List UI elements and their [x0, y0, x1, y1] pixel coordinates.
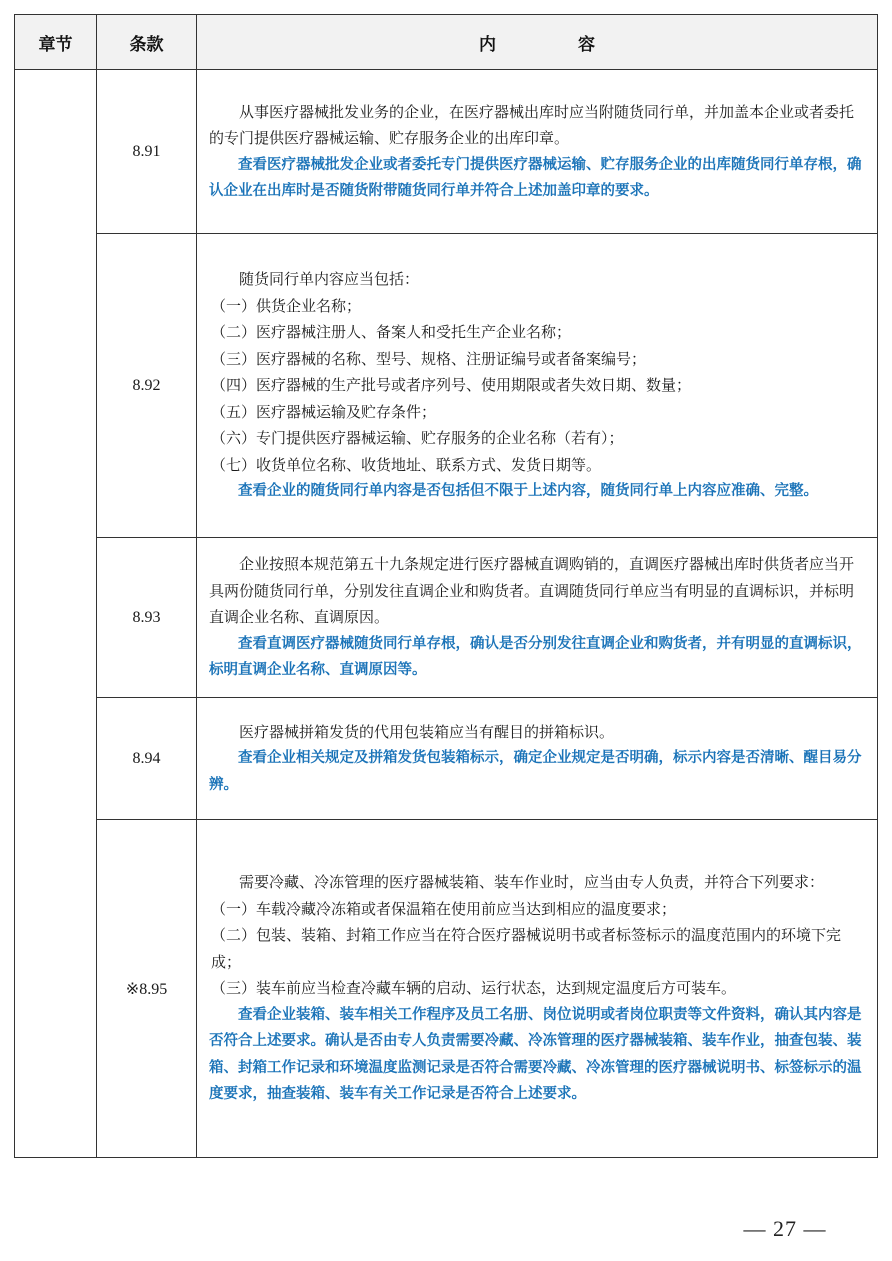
inspection-note: 查看直调医疗器械随货同行单存根，确认是否分别发往直调企业和购货者，并有明显的直调标识，标明直调企业名称、直调原因等。 [209, 635, 862, 679]
table-row [15, 820, 878, 1158]
clause-number: ※8.95 [97, 820, 197, 1158]
requirement-item: （六）专门提供医疗器械运输、贮存服务的企业名称（若有）； [211, 429, 624, 448]
table-row [15, 538, 878, 698]
clause-number: 8.92 [97, 234, 197, 538]
requirement-item: （四）医疗器械的生产批号或者序列号、使用期限或者失效日期、数量； [211, 376, 692, 395]
content-cell [197, 698, 878, 820]
clause-number: 8.94 [97, 698, 197, 820]
requirement-item: （二）包装、装箱、封箱工作应当在符合医疗器械说明书或者标签标示的温度范围内的环境下完成； [211, 926, 842, 971]
requirement-item: （三）医疗器械的名称、型号、规格、注册证编号或者备案编号； [211, 349, 647, 368]
requirement-paragraph: 医疗器械拼箱发货的代用包装箱应当有醒目的拼箱标识。 [239, 722, 615, 741]
table-row [15, 234, 878, 538]
table-row [15, 698, 878, 820]
header-content-label: 内 容 [479, 34, 633, 55]
requirement-item: （一）供货企业名称； [211, 296, 362, 315]
regulation-table [14, 14, 878, 1158]
content-cell [197, 234, 878, 538]
requirement-item: （五）医疗器械运输及贮存条件； [211, 402, 437, 421]
inspection-note: 查看企业相关规定及拼箱发货包装箱标示，确定企业规定是否明确，标示内容是否清晰、醒目易分辨。 [209, 750, 862, 793]
requirement-item: （七）收货单位名称、收货地址、联系方式、发货日期等。 [211, 455, 602, 474]
requirement-item: （三）装车前应当检查冷藏车辆的启动、运行状态，达到规定温度后方可装车。 [211, 979, 737, 998]
content-cell [197, 538, 878, 698]
page-number: — 27 — [743, 1216, 827, 1241]
header-chapter: 章节 [15, 15, 97, 70]
requirement-item: （二）医疗器械注册人、备案人和受托生产企业名称； [211, 323, 572, 342]
chapter-cell [15, 70, 97, 1158]
header-clause: 条款 [97, 15, 197, 70]
requirement-item: （一）车载冷藏冷冻箱或者保温箱在使用前应当达到相应的温度要求； [211, 899, 677, 918]
header-content [197, 15, 878, 70]
clause-number: 8.91 [97, 70, 197, 234]
clause-number: 8.93 [97, 538, 197, 698]
requirement-paragraph: 企业按照本规范第五十九条规定进行医疗器械直调购销的，直调医疗器械出库时供货者应当开具两份随货同行单，分别发往直调企业和购货者。直调随货同行单应当有明显的直调标识，并标明直调企业名称、直调原因。 [209, 555, 855, 627]
content-cell [197, 70, 878, 234]
inspection-note: 查看医疗器械批发企业或者委托专门提供医疗器械运输、贮存服务企业的出库随货同行单存根，确认企业在出库时是否随货附带随货同行单并符合上述加盖印章的要求。 [209, 156, 862, 199]
requirement-paragraph: 需要冷藏、冷冻管理的医疗器械装箱、装车作业时，应当由专人负责，并符合下列要求： [239, 873, 825, 892]
inspection-note: 查看企业的随货同行单内容是否包括但不限于上述内容，随货同行单上内容应准确、完整。 [238, 483, 818, 500]
inspection-note: 查看企业装箱、装车相关工作程序及员工名册、岗位说明或者岗位职责等文件资料，确认其内容是否符合上述要求。确认是否由专人负责需要冷藏、冷冻管理的医疗器械装箱、装车作业，抽查包装、装箱、封箱工作记录和环境温度监测记录是否符合需要冷藏、冷冻管理的医疗器械说明书、标签标示的温度要求，抽查装箱、装车有关工作记录是否符合上述要求。 [209, 1006, 862, 1103]
requirement-paragraph: 从事医疗器械批发业务的企业，在医疗器械出库时应当附随货同行单，并加盖本企业或者委托的专门提供医疗器械运输、贮存服务企业的出库印章。 [209, 102, 855, 147]
table-header-row [15, 15, 878, 70]
requirement-paragraph: 随货同行单内容应当包括： [239, 270, 420, 289]
table-row [15, 70, 878, 234]
content-cell [197, 820, 878, 1158]
